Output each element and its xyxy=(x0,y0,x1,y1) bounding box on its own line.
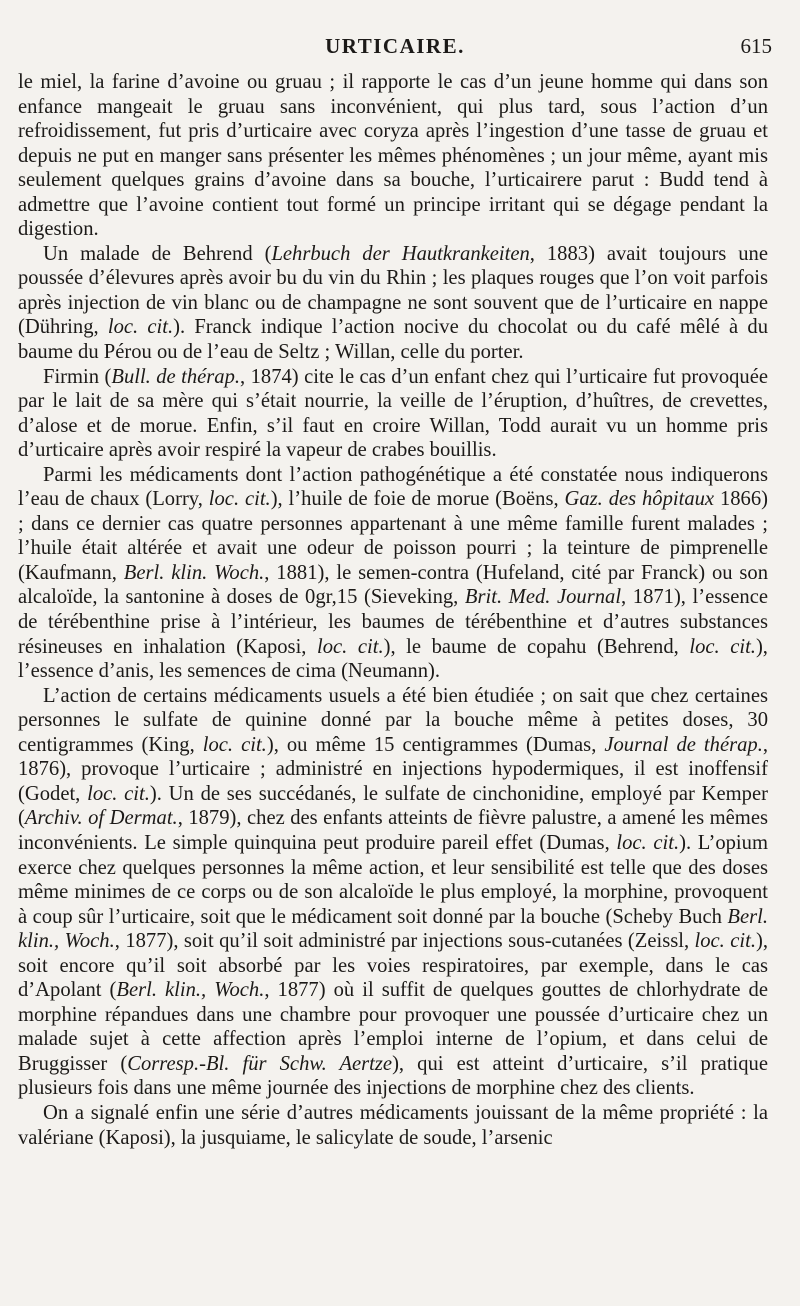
citation-italic: Archiv. of Dermat. xyxy=(24,807,178,830)
text-run: , 1877) où il suffit de quelques gouttes de chlorhydrate de morphine répandues dans une chambre pour provoquer une poussée d’urticaire chez un malade sujet à cette affection après l’emploi interne de l’opium, et dans celui de Bruggisser ( xyxy=(18,979,768,1075)
text-run: , 1879), chez des enfants atteints de fièvre palustre, a amené les mêmes inconvénients. Le simple quinquina peut produire pareil effet (Dumas, xyxy=(18,807,768,854)
citation-italic: Gaz. des hôpitaux xyxy=(564,488,715,511)
citation-italic: Journal de thérap. xyxy=(604,733,763,756)
paragraph xyxy=(18,365,768,463)
citation-italic: loc. cit. xyxy=(616,831,680,854)
paragraph xyxy=(18,242,768,365)
citation-italic: loc. cit. xyxy=(694,930,756,953)
running-title: URTICAIRE. xyxy=(325,34,465,58)
paragraph xyxy=(18,684,768,1101)
page-number: 615 xyxy=(740,34,772,58)
text-run: Parmi les médicaments dont l’action pathogénétique a été constatée nous indiquerons l’eau de chaux (Lorry, xyxy=(18,463,768,511)
citation-italic: Lehrbuch der Hautkrankeiten xyxy=(271,242,530,265)
text-run: ), l’huile de foie de morue (Boëns, xyxy=(270,488,565,511)
text-run: , 1874) cite le cas d’un enfant chez qui l’urticaire fut provoquée par le lait de sa mère qui s’était nourrie, la veille de l’éruption, d’huîtres, de crevettes, d’alose et de morue. Enfin, s’il faut en croire Willan, Todd aurait vu un homme pris d’urticaire après avoir respiré la vapeur de crabes bouillis. xyxy=(18,365,768,462)
citation-italic: loc. cit. xyxy=(689,635,756,658)
text-run: , 1877), soit qu’il soit administré par injections sous-cutanées (Zeissl, xyxy=(114,930,695,953)
text-run: , 1876), provoque l’urticaire ; administré en injections hypodermiques, il est inoffensif (Godet, xyxy=(18,733,769,805)
citation-italic: Brit. Med. Journal xyxy=(464,586,622,609)
text-run: ). Franck indique l’action nocive du chocolat ou du café mêlé à du baume du Pérou ou de l’eau de Seltz ; Willan, celle du porter. xyxy=(18,316,768,364)
citation-italic: Corresp.-Bl. für Schw. Aertze xyxy=(127,1052,393,1075)
text-run: le miel, la farine d’avoine ou gruau ; il rapporte le cas d’un jeune homme qui dans son enfance mangeait le gruau sans inconvénient, qui plus tard, sous l’action d’un refroidissement, fut pris d’urticaire avec coryza après l’ingestion d’une tasse de gruau et depuis ne put en manger sans présenter les mêmes phénomènes ; un jour même, ayant mis seulement quelques grains d’avoine dans sa bouche, l’urticairere parut : Budd tend à admettre que l’avoine contient tout formé un principe irritant qui se dégage pendant la digestion. xyxy=(18,71,768,241)
text-run: ), ou même 15 centigrammes (Dumas, xyxy=(266,733,605,756)
text-run: ), soit encore qu’il soit absorbé par les voies respiratoires, par exemple, dans le cas d’Apolant ( xyxy=(18,930,768,1002)
citation-italic: Berl. klin. Woch. xyxy=(123,561,265,584)
text-run: ), le baume de copahu (Behrend, xyxy=(383,635,690,658)
text-run: ). Un de ses succédanés, le sulfate de cinchonidine, employé par Kemper ( xyxy=(18,782,768,830)
text-run: L’action de certains médicaments usuels a été bien étudiée ; on sait que chez certaines personnes le sulfate de quinine donné par la bouche même à petites doses, 30 centigrammes (King, xyxy=(18,684,768,756)
citation-italic: loc. cit. xyxy=(317,635,384,658)
text-run: ). L’opium exerce chez quelques personnes la même action, et leur sensibilité est telle que des doses même minimes de ce corps ou de son alcaloïde le plus employé, la morphine, provoquent à coup sûr l’urticaire, soit que le médicament soit donné par la bouche (Scheby Buch xyxy=(18,831,768,928)
text-run: ), l’essence d’anis, les semences de cima (Neumann). xyxy=(18,635,768,683)
text-run: 1866) ; dans ce dernier cas quatre personnes appartenant à une même famille furent malades ; l’huile était altérée et avait une odeur de poisson pourri ; la teinture de pimprenelle (Kaufmann, xyxy=(18,488,768,584)
paragraph xyxy=(18,70,768,242)
text-run: , 1881), le semen-contra (Hufeland, cité par Franck) ou son alcaloïde, la santonine à doses de 0gr,15 (Sieveking, xyxy=(18,561,769,609)
citation-italic: Bull. de thérap. xyxy=(111,365,241,388)
citation-italic: Berl. klin., Woch. xyxy=(116,979,265,1002)
running-head xyxy=(18,34,772,64)
text-run: Firmin ( xyxy=(43,365,112,388)
paragraph xyxy=(18,463,768,684)
paragraph xyxy=(18,1101,768,1150)
text-run: ), qui est atteint d’urticaire, s’il pratique plusieurs fois dans une même journée des injections de morphine chez des clients. xyxy=(18,1052,768,1100)
citation-italic: loc. cit. xyxy=(87,782,150,805)
citation-italic: loc. cit. xyxy=(208,488,271,511)
citation-italic: loc. cit. xyxy=(202,733,267,756)
body-text xyxy=(18,70,768,1150)
text-run: , 1871), l’essence de térébenthine prise à l’intérieur, les baumes de térébenthine et d’autres substances résineuses en inhalation (Kaposi, xyxy=(18,586,768,658)
citation-italic: loc. cit. xyxy=(107,316,174,339)
text-run: Un malade de Behrend ( xyxy=(43,242,272,265)
citation-italic: Berl. klin., Woch. xyxy=(18,905,768,953)
text-run: On a signalé enfin une série d’autres médicaments jouissant de la même propriété : la valériane (Kaposi), la jusquiame, le salicylate de soude, l’arsenic xyxy=(18,1101,768,1149)
text-run: , 1883) avait toujours une poussée d’élevures après avoir bu du vin du Rhin ; les plaques rouges que l’on voit parfois après injection de vin blanc ou de champagne ne sont souvent que de l’urticaire en nappe (Dühring, xyxy=(18,242,768,339)
